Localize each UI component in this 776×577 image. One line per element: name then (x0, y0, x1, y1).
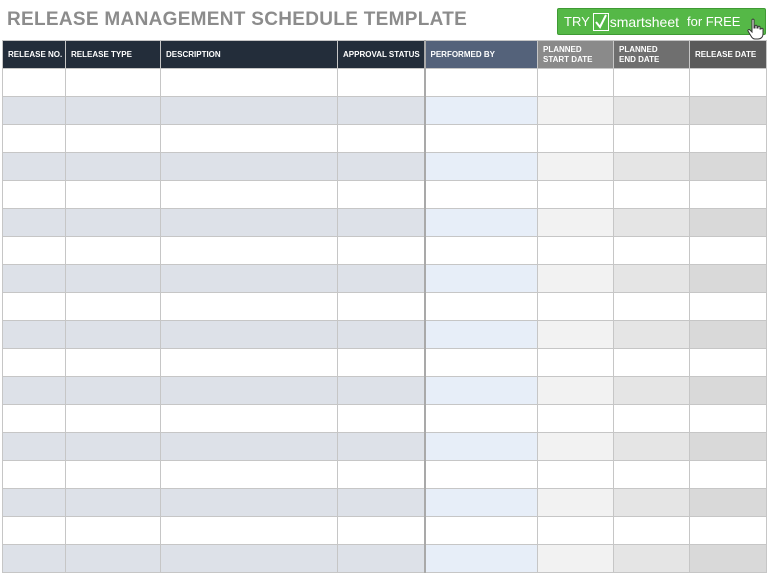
release-date-cell[interactable] (690, 461, 767, 489)
planned-start-date-cell[interactable] (538, 489, 614, 517)
release-type-cell[interactable] (66, 461, 161, 489)
release-type-cell[interactable] (66, 321, 161, 349)
release-no-cell[interactable] (3, 209, 66, 237)
performed-by-cell[interactable] (425, 125, 538, 153)
table-row (3, 489, 767, 517)
release-no-cell[interactable] (3, 545, 66, 573)
release-no-cell[interactable] (3, 293, 66, 321)
planned-start-date-cell[interactable] (538, 237, 614, 265)
planned-end-date-cell[interactable] (614, 349, 690, 377)
performed-by-cell[interactable] (425, 181, 538, 209)
approval-status-cell[interactable] (338, 517, 425, 545)
planned-start-date-cell[interactable] (538, 153, 614, 181)
planned-end-date-header (614, 41, 690, 69)
description-header (161, 41, 338, 69)
header-label-line1: PERFORMED BY (430, 49, 495, 59)
release-type-cell[interactable] (66, 153, 161, 181)
performed-by-cell[interactable] (425, 433, 538, 461)
release-date-cell[interactable] (690, 293, 767, 321)
description-cell[interactable] (161, 209, 338, 237)
release-type-header (66, 41, 161, 69)
planned-end-date-cell[interactable] (614, 489, 690, 517)
table-row (3, 153, 767, 181)
release-type-cell[interactable] (66, 405, 161, 433)
table-row (3, 97, 767, 125)
performed-by-cell[interactable] (425, 349, 538, 377)
planned-start-date-cell[interactable] (538, 209, 614, 237)
release-date-cell[interactable] (690, 265, 767, 293)
release-no-cell[interactable] (3, 265, 66, 293)
header-label-line1: DESCRIPTION (166, 49, 221, 59)
planned-start-date-cell[interactable] (538, 517, 614, 545)
approval-status-cell[interactable] (338, 377, 425, 405)
release-no-cell[interactable] (3, 153, 66, 181)
description-cell[interactable] (161, 321, 338, 349)
planned-start-date-cell[interactable] (538, 69, 614, 97)
performed-by-cell[interactable] (425, 237, 538, 265)
description-cell[interactable] (161, 349, 338, 377)
release-no-cell[interactable] (3, 433, 66, 461)
description-cell[interactable] (161, 153, 338, 181)
release-no-cell[interactable] (3, 97, 66, 125)
description-cell[interactable] (161, 265, 338, 293)
performed-by-cell[interactable] (425, 265, 538, 293)
header-label-line1: RELEASE NO. (8, 49, 63, 59)
approval-status-cell[interactable] (338, 433, 425, 461)
header-label-line1: APPROVAL STATUS (343, 49, 420, 59)
planned-end-date-cell[interactable] (614, 265, 690, 293)
description-cell[interactable] (161, 433, 338, 461)
header-label-line1: RELEASE DATE (695, 49, 757, 59)
planned-start-date-cell[interactable] (538, 97, 614, 125)
approval-status-cell[interactable] (338, 153, 425, 181)
release-no-cell[interactable] (3, 69, 66, 97)
release-date-cell[interactable] (690, 69, 767, 97)
release-no-cell[interactable] (3, 181, 66, 209)
release-date-cell[interactable] (690, 97, 767, 125)
table-row (3, 181, 767, 209)
release-type-cell[interactable] (66, 545, 161, 573)
table-row (3, 321, 767, 349)
release-date-cell[interactable] (690, 209, 767, 237)
description-cell[interactable] (161, 97, 338, 125)
header-label-line1: PLANNED (619, 44, 658, 54)
release-no-cell[interactable] (3, 517, 66, 545)
release-date-cell[interactable] (690, 405, 767, 433)
approval-status-cell[interactable] (338, 125, 425, 153)
planned-start-date-cell[interactable] (538, 545, 614, 573)
header-label-line2: START DATE (543, 54, 593, 64)
planned-start-date-cell[interactable] (538, 181, 614, 209)
planned-end-date-cell[interactable] (614, 181, 690, 209)
performed-by-cell[interactable] (425, 209, 538, 237)
release-type-cell[interactable] (66, 125, 161, 153)
table-row (3, 545, 767, 573)
approval-status-cell[interactable] (338, 237, 425, 265)
performed-by-cell[interactable] (425, 153, 538, 181)
planned-start-date-cell[interactable] (538, 321, 614, 349)
release-schedule-table (2, 40, 767, 573)
planned-end-date-cell[interactable] (614, 237, 690, 265)
table-row (3, 69, 767, 97)
planned-end-date-cell[interactable] (614, 69, 690, 97)
release-date-cell[interactable] (690, 545, 767, 573)
release-no-cell[interactable] (3, 349, 66, 377)
table-row (3, 349, 767, 377)
planned-end-date-cell[interactable] (614, 545, 690, 573)
table-row (3, 265, 767, 293)
header-label-line2: END DATE (619, 54, 660, 64)
release-no-cell[interactable] (3, 489, 66, 517)
release-date-cell[interactable] (690, 181, 767, 209)
planned-end-date-cell[interactable] (614, 209, 690, 237)
description-cell[interactable] (161, 237, 338, 265)
performed-by-cell[interactable] (425, 321, 538, 349)
performed-by-cell[interactable] (425, 489, 538, 517)
approval-status-cell[interactable] (338, 97, 425, 125)
cta-free-label: for FREE (687, 14, 741, 29)
performed-by-cell[interactable] (425, 545, 538, 573)
planned-start-date-cell[interactable] (538, 293, 614, 321)
release-no-cell[interactable] (3, 125, 66, 153)
hand-pointer-icon (746, 18, 764, 40)
header-label-line1: RELEASE TYPE (71, 49, 132, 59)
release-no-cell[interactable] (3, 377, 66, 405)
cta-brand-label: smartsheet (609, 13, 680, 30)
table-row (3, 125, 767, 153)
release-type-cell[interactable] (66, 433, 161, 461)
table-row (3, 237, 767, 265)
release-date-cell[interactable] (690, 237, 767, 265)
planned-end-date-cell[interactable] (614, 461, 690, 489)
release-type-cell[interactable] (66, 293, 161, 321)
planned-end-date-cell[interactable] (614, 517, 690, 545)
release-date-cell[interactable] (690, 377, 767, 405)
description-cell[interactable] (161, 461, 338, 489)
planned-end-date-cell[interactable] (614, 433, 690, 461)
approval-status-cell[interactable] (338, 181, 425, 209)
release-no-cell[interactable] (3, 321, 66, 349)
release-type-cell[interactable] (66, 265, 161, 293)
planned-end-date-cell[interactable] (614, 125, 690, 153)
release-type-cell[interactable] (66, 377, 161, 405)
release-date-cell[interactable] (690, 349, 767, 377)
planned-end-date-cell[interactable] (614, 377, 690, 405)
release-date-cell[interactable] (690, 489, 767, 517)
performed-by-cell[interactable] (425, 517, 538, 545)
planned-end-date-cell[interactable] (614, 97, 690, 125)
release-no-cell[interactable] (3, 237, 66, 265)
approval-status-cell[interactable] (338, 265, 425, 293)
approval-status-cell[interactable] (338, 209, 425, 237)
release-date-cell[interactable] (690, 153, 767, 181)
performed-by-cell[interactable] (425, 293, 538, 321)
table-row (3, 293, 767, 321)
approval-status-cell[interactable] (338, 321, 425, 349)
planned-end-date-cell[interactable] (614, 321, 690, 349)
release-type-cell[interactable] (66, 97, 161, 125)
release-type-cell[interactable] (66, 181, 161, 209)
release-type-cell[interactable] (66, 237, 161, 265)
description-cell[interactable] (161, 489, 338, 517)
description-cell[interactable] (161, 517, 338, 545)
planned-start-date-cell[interactable] (538, 461, 614, 489)
planned-end-date-cell[interactable] (614, 153, 690, 181)
performed-by-header (425, 41, 538, 69)
header-row (3, 41, 767, 69)
header-label-line1: PLANNED (543, 44, 582, 54)
approval-status-cell[interactable] (338, 461, 425, 489)
page-title: RELEASE MANAGEMENT SCHEDULE TEMPLATE (7, 9, 468, 30)
description-cell[interactable] (161, 181, 338, 209)
description-cell[interactable] (161, 69, 338, 97)
approval-status-cell[interactable] (338, 405, 425, 433)
performed-by-cell[interactable] (425, 69, 538, 97)
description-cell[interactable] (161, 377, 338, 405)
table-row (3, 517, 767, 545)
planned-end-date-cell[interactable] (614, 293, 690, 321)
description-cell[interactable] (161, 125, 338, 153)
planned-start-date-cell[interactable] (538, 349, 614, 377)
planned-start-date-cell[interactable] (538, 265, 614, 293)
description-cell[interactable] (161, 545, 338, 573)
release-type-cell[interactable] (66, 489, 161, 517)
release-date-cell[interactable] (690, 433, 767, 461)
approval-status-header (338, 41, 425, 69)
release-date-cell[interactable] (690, 321, 767, 349)
performed-by-cell[interactable] (425, 377, 538, 405)
table-row (3, 377, 767, 405)
planned-start-date-cell[interactable] (538, 125, 614, 153)
planned-start-date-cell[interactable] (538, 433, 614, 461)
table-row (3, 461, 767, 489)
checkmark-icon (593, 13, 609, 31)
release-type-cell[interactable] (66, 69, 161, 97)
planned-start-date-header (538, 41, 614, 69)
approval-status-cell[interactable] (338, 545, 425, 573)
release-type-cell[interactable] (66, 517, 161, 545)
cta-try-label: TRY (564, 14, 590, 29)
approval-status-cell[interactable] (338, 69, 425, 97)
planned-start-date-cell[interactable] (538, 405, 614, 433)
performed-by-cell[interactable] (425, 97, 538, 125)
release-no-cell[interactable] (3, 461, 66, 489)
release-no-cell[interactable] (3, 405, 66, 433)
approval-status-cell[interactable] (338, 349, 425, 377)
release-date-header (690, 41, 767, 69)
approval-status-cell[interactable] (338, 293, 425, 321)
planned-start-date-cell[interactable] (538, 377, 614, 405)
release-no-header (3, 41, 66, 69)
try-smartsheet-button[interactable] (557, 8, 766, 35)
table-row (3, 209, 767, 237)
table-row (3, 433, 767, 461)
planned-end-date-cell[interactable] (614, 405, 690, 433)
performed-by-cell[interactable] (425, 405, 538, 433)
description-cell[interactable] (161, 293, 338, 321)
release-date-cell[interactable] (690, 125, 767, 153)
table-row (3, 405, 767, 433)
performed-by-cell[interactable] (425, 461, 538, 489)
release-date-cell[interactable] (690, 517, 767, 545)
description-cell[interactable] (161, 405, 338, 433)
release-type-cell[interactable] (66, 209, 161, 237)
release-type-cell[interactable] (66, 349, 161, 377)
approval-status-cell[interactable] (338, 489, 425, 517)
